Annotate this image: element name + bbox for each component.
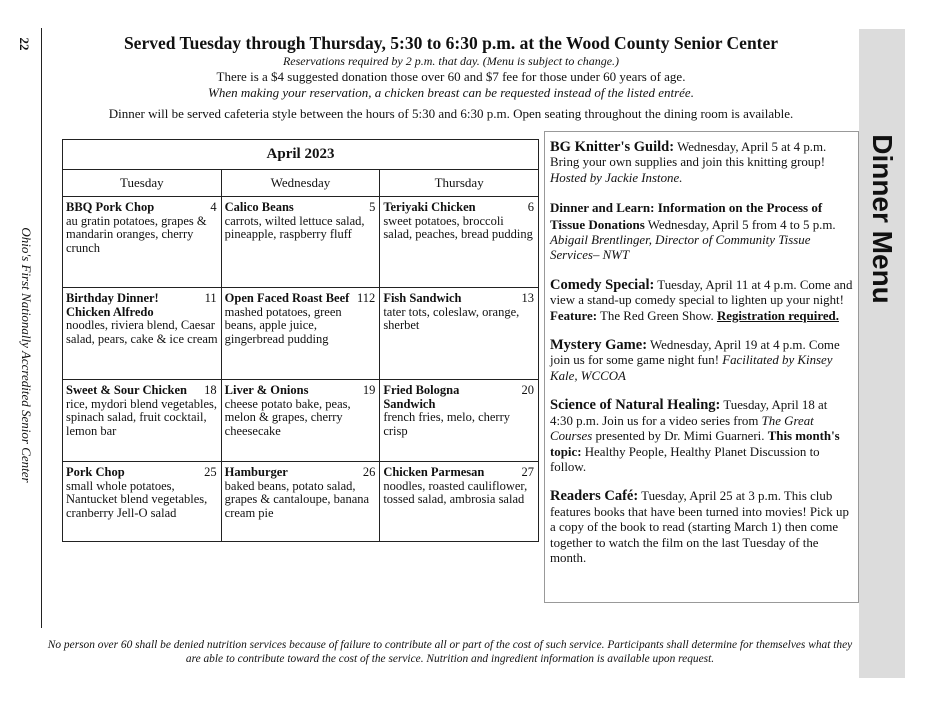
side-dishes: rice, mydori blend vegetables, spinach salad, fruit cocktail, lemon bar [66,396,217,438]
side-dishes: sweet potatoes, broccoli salad, peaches, bread pudding [383,213,533,242]
menu-cell [380,380,539,462]
entree: Liver & Onions [224,383,309,397]
event-comedy-special [550,278,853,324]
cafeteria-note: Dinner will be served cafeteria style between the hours of 5:30 and 6:30 p.m. Open seating throughout the dining room is available. [108,106,794,121]
divider-line [41,28,42,628]
topic-label: This month's topic: [550,429,840,459]
event-presenter: Abigail Brentlinger, Director of Community Tissue Services– NWT [550,233,811,263]
reservation-note: Reservations required by 2 p.m. that day. (Menu is subject to change.) [282,54,620,68]
menu-cell [380,197,539,288]
menu-calendar [62,139,539,542]
date-number: 25 [204,465,217,479]
side-tagline [12,210,40,500]
series-name: The Great Courses [550,413,814,444]
menu-cell [63,197,222,288]
event-title: Readers Café: [550,488,639,505]
event-title: Mystery Game: [550,337,648,354]
side-dishes: cheese potato bake, peas, melon & grapes, cherry cheesecake [224,396,351,438]
feature-label: Feature: [550,308,598,323]
side-dishes: baked beans, potato salad, grapes & cantaloupe, banana cream pie [224,478,370,520]
event-text: Wednesday, April 5 at 4 p.m. Bring your own supplies and join this knitting group! [550,140,827,170]
menu-cell [221,462,380,542]
entree: Fish Sandwich [383,291,462,305]
date-number: 5 [369,200,376,214]
menu-cell [221,380,380,462]
event-text: Tuesday, April 11 at 4 p.m. Come and view a stand-up comedy special to lighten up your night! [550,277,853,308]
entree: Hamburger [224,465,288,479]
event-text: Tuesday, April 18 at 4:30 p.m. Join us for a video series from [550,398,828,428]
entree: BBQ Pork Chop [66,200,155,214]
entree: Birthday Dinner! Chicken Alfredo [66,291,159,319]
side-dishes: noodles, roasted cauliflower, tossed salad, ambrosia salad [383,478,528,507]
menu-cell [380,288,539,380]
entree: Sweet & Sour Chicken [66,383,187,397]
event-facilitator: Facilitated by Kinsey Kale, WCCOA [550,353,833,383]
date-number: 11 [204,291,217,305]
date-number: 4 [210,200,217,214]
dinner-menu-banner [859,29,905,678]
menu-cell [63,288,222,380]
donation-note: There is a $4 suggested donation those over 60 and $7 fee for those under 60 years of age. [216,69,686,84]
registration-required: Registration required. [716,308,839,323]
side-dishes: mashed potatoes, green beans, apple juice, gingerbread pudding [224,304,342,346]
calendar-month: April 2023 [63,140,539,170]
event-text: Tuesday, April 25 at 3 p.m. This club features books that have been turned into movies! Pick up a copy of the book to read (starting March 1) then come together to watch the film on the last Tuesday of the month. [550,489,849,565]
day-header-wednesday: Wednesday [221,170,380,197]
chicken-note: When making your reservation, a chicken breast can be requested instead of the listed entrée. [208,85,694,100]
entree: Pork Chop [66,465,125,479]
event-title: Comedy Special: [550,276,655,293]
side-dishes: french fries, melo, cherry crisp [383,410,510,438]
menu-cell [63,380,222,462]
events-panel [544,131,859,603]
entree: Open Faced Roast Beef [224,291,350,305]
event-title: BG Knitter's Guild: [550,139,675,155]
event-text: Wednesday, April 19 at 4 p.m. Come join us for some game night fun! [550,338,840,368]
date-number: 27 [521,465,534,479]
menu-cell [380,462,539,542]
entree: Chicken Parmesan [383,465,485,479]
entree: Teriyaki Chicken [383,200,476,214]
topic-text: Healthy People, Healthy Planet Discussion to follow. [550,444,820,474]
page-number: 22 [17,37,32,51]
day-header-thursday: Thursday [380,170,539,197]
menu-cell [63,462,222,542]
event-title: Science of Natural Healing: [550,397,721,414]
side-dishes: carrots, wilted lettuce salad, pineapple, raspberry fluff [224,213,365,242]
date-number: 26 [362,465,376,479]
side-dishes: au gratin potatoes, grapes & mandarin oranges, cherry crunch [66,213,207,255]
menu-cell [221,197,380,288]
entree: Calico Beans [224,200,294,214]
menu-header [48,32,854,122]
event-mystery-game [550,338,853,384]
side-dishes: noodles, riviera blend, Caesar salad, pears, cake & ice cream [66,318,218,346]
date-number: 20 [521,383,534,397]
event-knitters-guild [550,140,853,186]
day-header-tuesday: Tuesday [63,170,222,197]
event-text: Wednesday, April 5 from 4 to 5 p.m. [644,217,836,232]
event-title: Dinner and Learn: Information on the Process of Tissue Donations [550,200,823,232]
feature-text: The Red Green Show. [597,308,717,323]
date-number: 19 [362,383,376,397]
date-number: 112 [357,291,376,305]
side-dishes: small whole potatoes, Nantucket blend vegetables, cranberry Jell-O salad [66,478,208,520]
side-tagline-text: Ohio's First Nationally Accredited Senior Center [19,227,34,483]
event-natural-healing [550,398,853,475]
side-dishes: tater tots, coleslaw, orange, sherbet [383,304,520,333]
event-dinner-and-learn [550,200,853,264]
event-text-2: presented by Dr. Mimi Guarneri. [592,429,768,444]
date-number: 6 [527,200,534,214]
event-host: Hosted by Jackie Instone. [550,170,683,185]
footer-disclaimer: No person over 60 shall be denied nutrition services because of failure to contribute all or part of the cost of such service. Participants shall determine for themselves what they are able to contribute toward the cost of the service. Nutrition and ingredient information is available upon request. [47,639,853,665]
date-number: 18 [204,383,217,397]
menu-title: Served Tuesday through Thursday, 5:30 to 6:30 p.m. at the Wood County Senior Center [123,33,779,53]
dinner-menu-label: Dinner Menu [867,134,898,304]
date-number: 13 [521,291,534,305]
event-readers-cafe [550,489,853,566]
entree: Fried Bologna Sandwich [383,383,460,411]
menu-cell [221,288,380,380]
